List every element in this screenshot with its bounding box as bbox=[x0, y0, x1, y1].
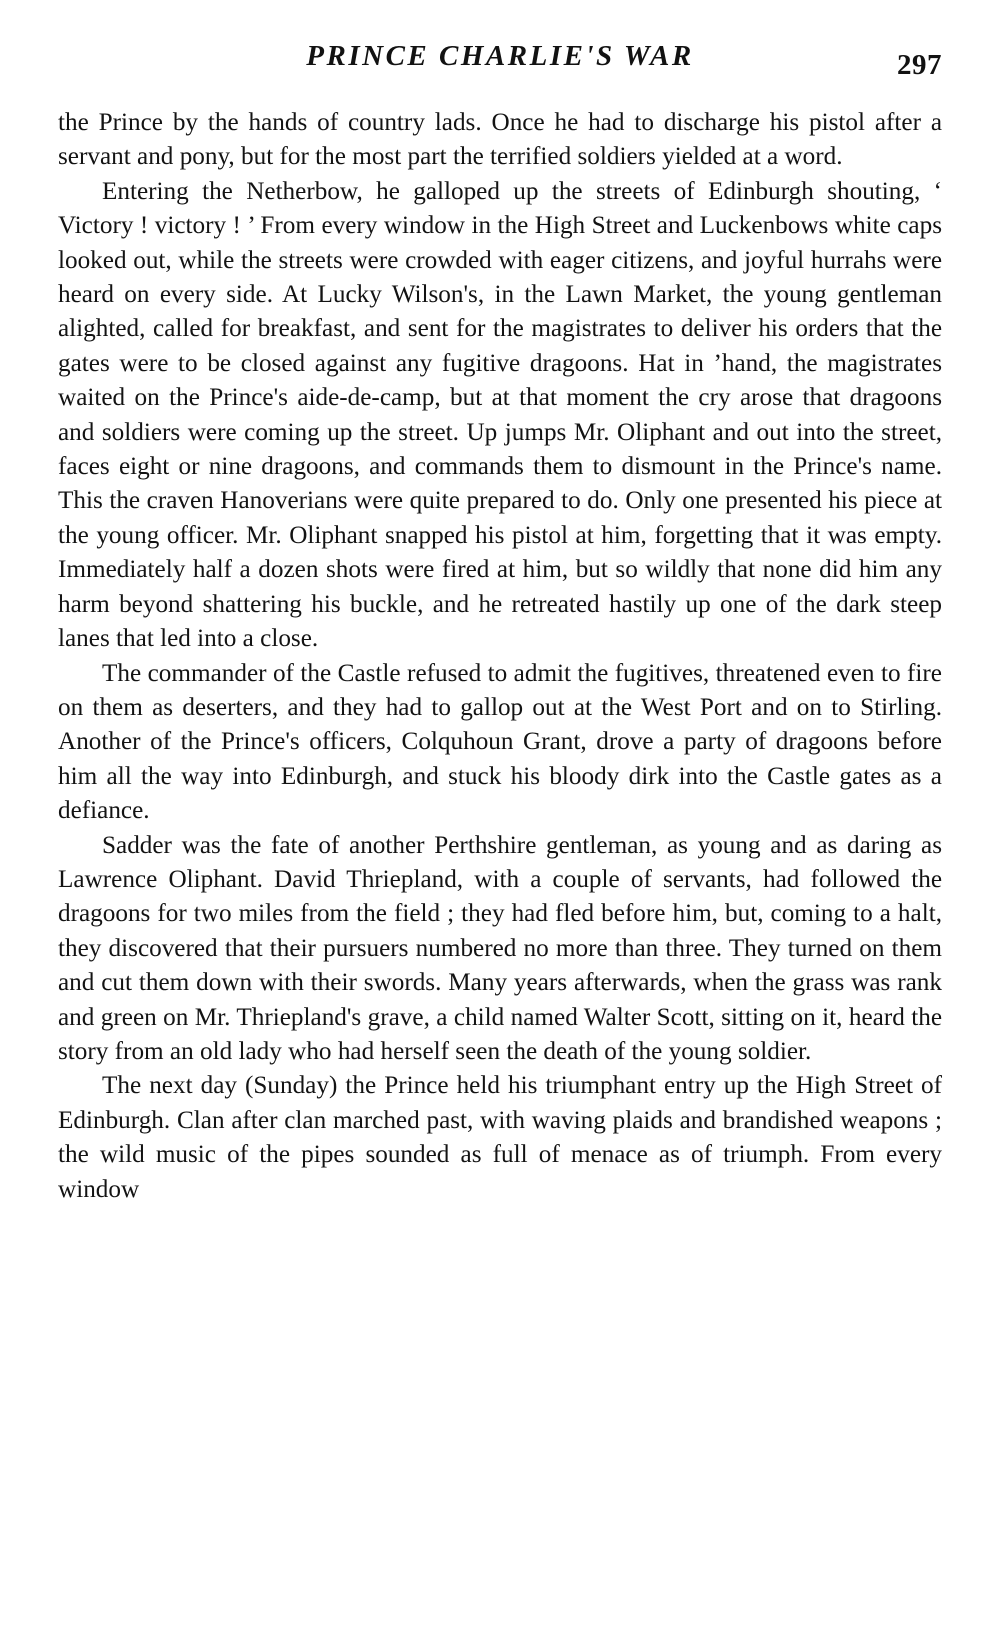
paragraph: The commander of the Castle refused to admit the fugitives, threatened even to fire on them as deserters, and they had to gallop out at the West Port and on to Stirling. Another of the Prince's officers, Colquhoun Grant, drove a party of dragoons before him all the way into Edinburgh, and stuck his bloody dirk into the Castle gates as a defiance. bbox=[58, 659, 942, 825]
paragraph: The next day (Sunday) the Prince held his triumphant entry up the High Street of Edinburgh. Clan after clan marched past, with waving plaids and brandished weapons ; the wild music of the pipes sounded as full of menace as of triumph. From every window bbox=[58, 1072, 942, 1203]
paragraph: Sadder was the fate of another Perthshire gentleman, as young and as daring as Lawrence Oliphant. David Thriepland, with a couple of servants, had followed the dragoons for two miles from the field ; they had fled before him, but, coming to a halt, they discovered that their pursuers numbered no more than three. They turned on them and cut them down with their swords. Many years afterwards, when the grass was rank and green on Mr. Thriepland's grave, a child named Walter Scott, sitting on it, heard the story from an old lady who had herself seen the death of the young soldier. bbox=[58, 831, 942, 1065]
paragraph: Entering the Netherbow, he galloped up the streets of Edinburgh shouting, ‘ Victory ! victory ! ’ From every window in the High Street and Luckenbows white caps looked out, while the streets were crowded with eager citizens, and joyful hurrahs were heard on every side. At Lucky Wilson's, in the Lawn Market, the young gentleman alighted, called for breakfast, and sent for the magistrates to deliver his orders that the gates were to be closed against any fugitive dragoons. Hat in ’hand, the magistrates waited on the Prince's aide-de-camp, but at that moment the cry arose that dragoons and soldiers were coming up the street. Up jumps Mr. Oliphant and out into the street, faces eight or nine dragoons, and commands them to dismount in the Prince's name. This the craven Hanoverians were quite prepared to do. Only one presented his piece at the young officer. Mr. Oliphant snapped his pistol at him, forgetting that it was empty. Immediately half a dozen shots were fired at him, but so wildly that none did him any harm beyond shattering his buckle, and he retreated hastily up one of the dark steep lanes that led into a close. bbox=[58, 177, 942, 653]
page-title: PRINCE CHARLIE'S WAR bbox=[306, 40, 694, 72]
paragraph: the Prince by the hands of country lads. Once he had to discharge his pistol after a servant and pony, but for the most part the terrified soldiers yielded at a word. bbox=[58, 109, 942, 171]
running-head bbox=[58, 40, 942, 84]
page-number: 297 bbox=[897, 49, 942, 81]
page-body bbox=[58, 106, 942, 1207]
